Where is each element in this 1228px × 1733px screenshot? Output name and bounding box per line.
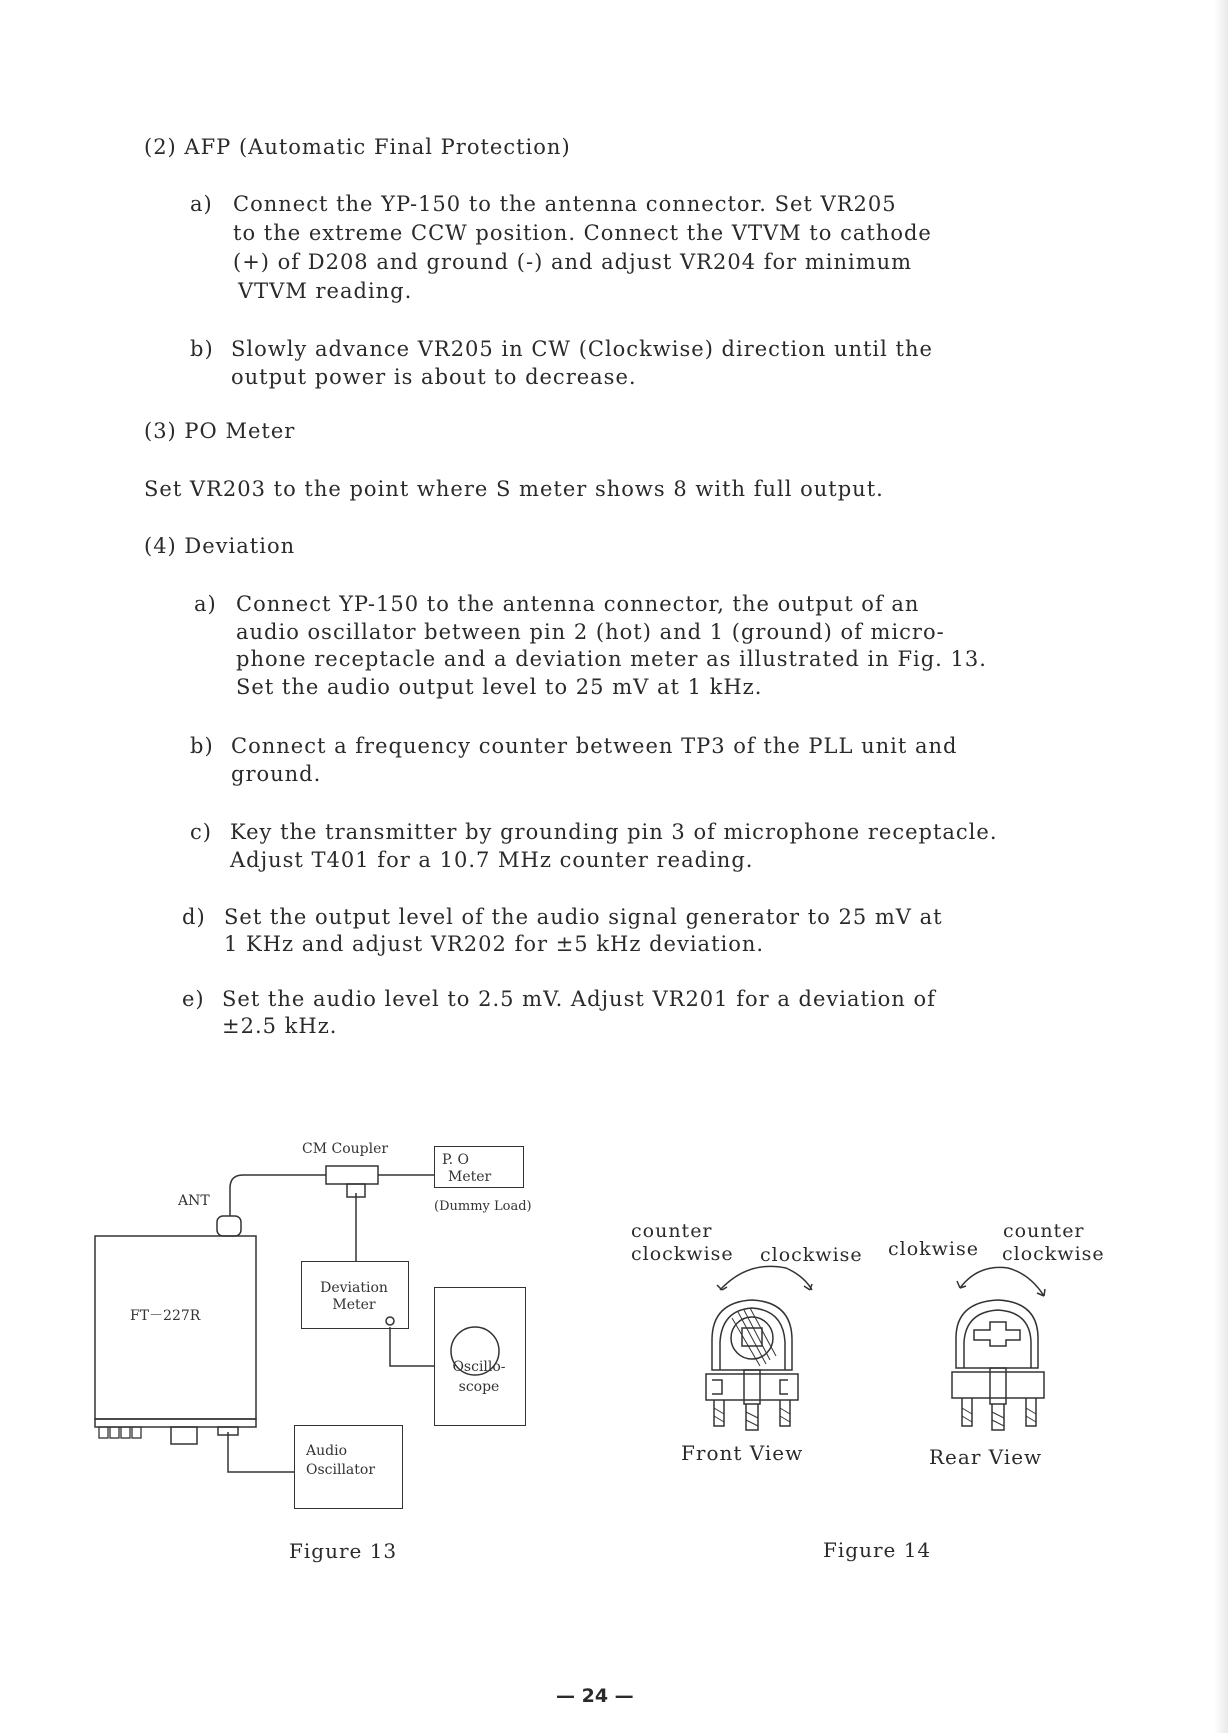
oscilloscope-label-1: Oscillo-	[452, 1359, 506, 1375]
page-number: — 24 —	[556, 1685, 634, 1707]
afp-b-marker: b)	[190, 337, 214, 361]
po-heading: (3) PO Meter	[144, 419, 296, 443]
figure-14-caption: Figure 14	[823, 1538, 932, 1562]
dev-b-line-2: ground.	[231, 762, 322, 786]
deviation-meter-label-1: Deviation	[320, 1280, 388, 1296]
dev-c-line-1: Key the transmitter by grounding pin 3 of microphone receptacle.	[230, 820, 998, 844]
dev-c-line-2: Adjust T401 for a 10.7 MHz counter reading.	[230, 848, 754, 872]
front-view-label: Front View	[681, 1441, 804, 1465]
front-ccw-label-2: clockwise	[631, 1243, 734, 1265]
rear-ccw-label-2: clockwise	[1002, 1243, 1105, 1265]
rear-cw-label: clokwise	[888, 1238, 980, 1260]
dev-d-line-2: 1 KHz and adjust VR202 for ±5 kHz deviation.	[224, 932, 765, 956]
afp-a-marker: a)	[190, 192, 213, 216]
afp-a-line-3: (+) of D208 and ground (-) and adjust VR204 for minimum	[233, 250, 913, 274]
afp-a-line-1: Connect the YP-150 to the antenna connector. Set VR205	[233, 192, 897, 216]
afp-b-line-2: output power is about to decrease.	[231, 365, 637, 389]
rear-view-pot	[952, 1267, 1045, 1430]
front-view-pot	[706, 1266, 812, 1430]
dev-a-line-2: audio oscillator between pin 2 (hot) and 1 (ground) of micro-	[236, 620, 945, 644]
afp-heading: (2) AFP (Automatic Final Protection)	[144, 135, 571, 159]
dev-e-line-1: Set the audio level to 2.5 mV. Adjust VR201 for a deviation of	[222, 987, 936, 1011]
rear-view-label: Rear View	[929, 1445, 1043, 1469]
dummy-load-label: (Dummy Load)	[434, 1199, 532, 1214]
dev-c-marker: c)	[190, 820, 212, 844]
rear-ccw-label-1: counter	[1003, 1220, 1085, 1242]
dev-a-marker: a)	[194, 592, 217, 616]
po-text: Set VR203 to the point where S meter shows 8 with full output.	[144, 477, 884, 501]
figure-13-caption: Figure 13	[289, 1539, 398, 1563]
afp-a-line-2: to the extreme CCW position. Connect the VTVM to cathode	[233, 221, 932, 245]
dev-d-marker: d)	[182, 905, 206, 929]
dev-a-line-1: Connect YP-150 to the antenna connector, the output of an	[236, 592, 920, 616]
dev-d-line-1: Set the output level of the audio signal generator to 25 mV at	[224, 905, 943, 929]
audio-oscillator-label-1: Audio	[306, 1443, 347, 1459]
radio-label: FT－227R	[130, 1308, 201, 1324]
oscilloscope-label-2: scope	[458, 1379, 500, 1395]
dev-b-marker: b)	[190, 734, 214, 758]
po-meter-label-2: Meter	[448, 1169, 492, 1185]
front-ccw-label-1: counter	[631, 1220, 713, 1242]
audio-oscillator-label-2: Oscillator	[306, 1462, 376, 1478]
ant-label: ANT	[178, 1193, 210, 1209]
po-meter-label-1: P. O	[442, 1152, 469, 1168]
afp-b-line-1: Slowly advance VR205 in CW (Clockwise) direction until the	[231, 337, 933, 361]
dev-e-marker: e)	[182, 987, 205, 1011]
dev-heading: (4) Deviation	[144, 534, 296, 558]
dev-a-line-4: Set the audio output level to 25 mV at 1 kHz.	[236, 675, 763, 699]
dev-e-line-2: ±2.5 kHz.	[222, 1014, 338, 1038]
dev-a-line-3: phone receptacle and a deviation meter as illustrated in Fig. 13.	[236, 647, 987, 671]
dev-b-line-1: Connect a frequency counter between TP3 of the PLL unit and	[231, 734, 958, 758]
deviation-meter-label-2: Meter	[332, 1297, 376, 1313]
afp-a-line-4: VTVM reading.	[238, 279, 413, 303]
cm-coupler-label: CM Coupler	[302, 1141, 389, 1157]
front-cw-label: clockwise	[760, 1244, 863, 1266]
